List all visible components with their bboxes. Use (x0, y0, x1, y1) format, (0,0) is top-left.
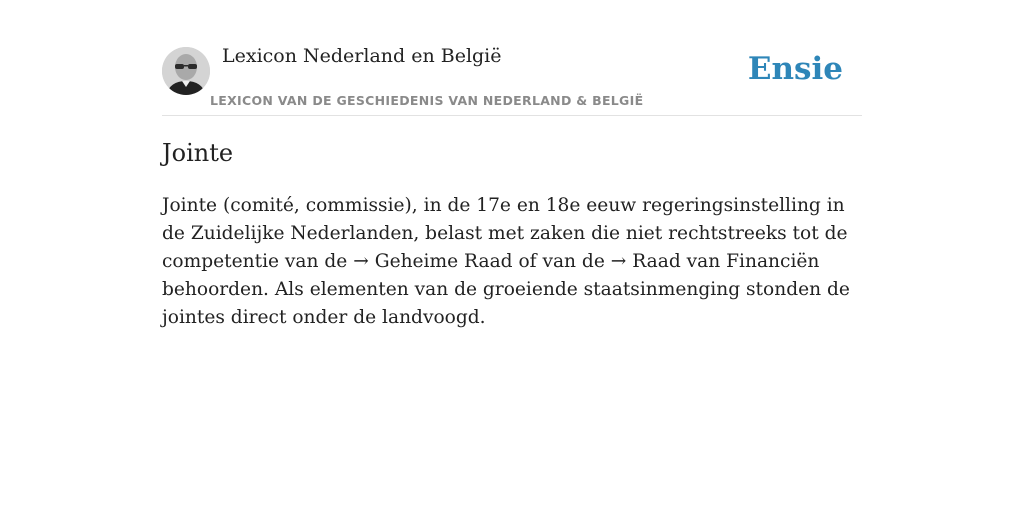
article-body (162, 192, 862, 332)
article-text-part1: Jointe (comité, commissie), in de 17e en 18e eeuw regeringsinstelling in de Zuidelijke Nederlanden, belast met zaken die niet rechtstreeks tot de competentie van de (162, 195, 848, 272)
site-title[interactable]: Lexicon Nederland en België (222, 45, 502, 67)
article-text-part3: behoorden. Als elementen van de groeiende staatsinmenging stonden de jointes direct onder de landvoogd. (162, 279, 850, 328)
brand-logo-link[interactable]: Ensie (747, 51, 843, 87)
article-title: Jointe (162, 139, 234, 167)
author-avatar[interactable] (162, 47, 210, 95)
site-subtitle: LEXICON VAN DE GESCHIEDENIS VAN NEDERLAND & BELGIË (210, 93, 644, 108)
article-text-part2: of van de (512, 251, 611, 272)
avatar-icon (162, 47, 210, 95)
link-raad-van-financien[interactable]: → Raad van Financiën (610, 251, 820, 272)
link-geheime-raad[interactable]: → Geheime Raad (353, 251, 513, 272)
site-header (162, 45, 862, 116)
